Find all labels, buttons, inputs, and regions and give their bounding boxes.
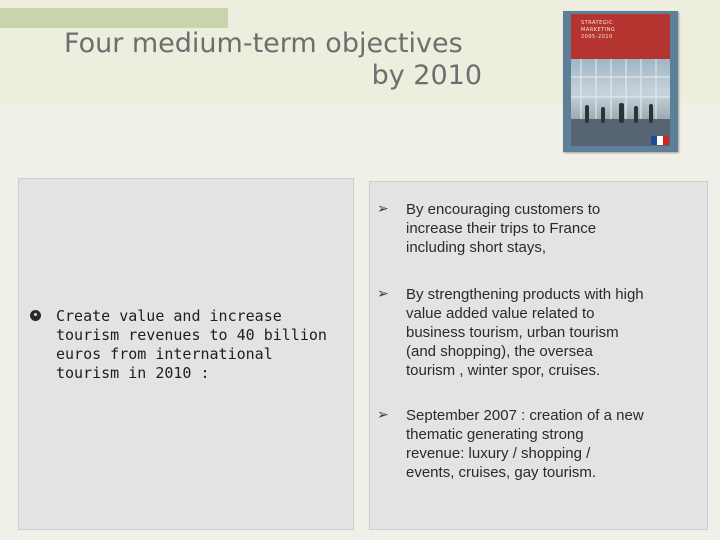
objective-panel (18, 178, 354, 530)
action-item-1 (377, 200, 703, 257)
action-text: By strengthening products with high value added value related to business tourism, urban tourism (and shopping), the oversea tourism , winter spor, cruises. (406, 286, 644, 379)
action-item-2 (377, 285, 703, 380)
arrow-bullet-icon: ➢ (377, 201, 389, 217)
action-text: By encouraging customers to increase their trips to France including short stays, (406, 201, 601, 256)
header-accent-strip (0, 8, 228, 28)
action-text: September 2007 : creation of a new thematic generating strong revenue: luxury / shopping / events, cruises, gay tourism. (406, 407, 644, 481)
cover-photo (571, 59, 670, 146)
arrow-bullet-icon: ➢ (377, 407, 389, 423)
title-line-1: Four medium-term objectives (64, 28, 463, 59)
page-title (40, 28, 482, 92)
action-item-3 (377, 406, 703, 482)
actions-panel (369, 181, 708, 530)
france-logo-icon (651, 136, 669, 145)
arrow-bullet-icon: ➢ (377, 286, 389, 302)
title-line-2: by 2010 (371, 60, 482, 91)
cover-title-text: STRATEGIC MARKETING 2005-2010 (581, 20, 616, 40)
bullet-dot-icon (30, 310, 41, 321)
objective-text: Create value and increase tourism revenues to 40 billion euros from international tourism in 2010 : (56, 307, 327, 382)
objective-item (29, 307, 339, 383)
brochure-cover-image (563, 11, 678, 152)
